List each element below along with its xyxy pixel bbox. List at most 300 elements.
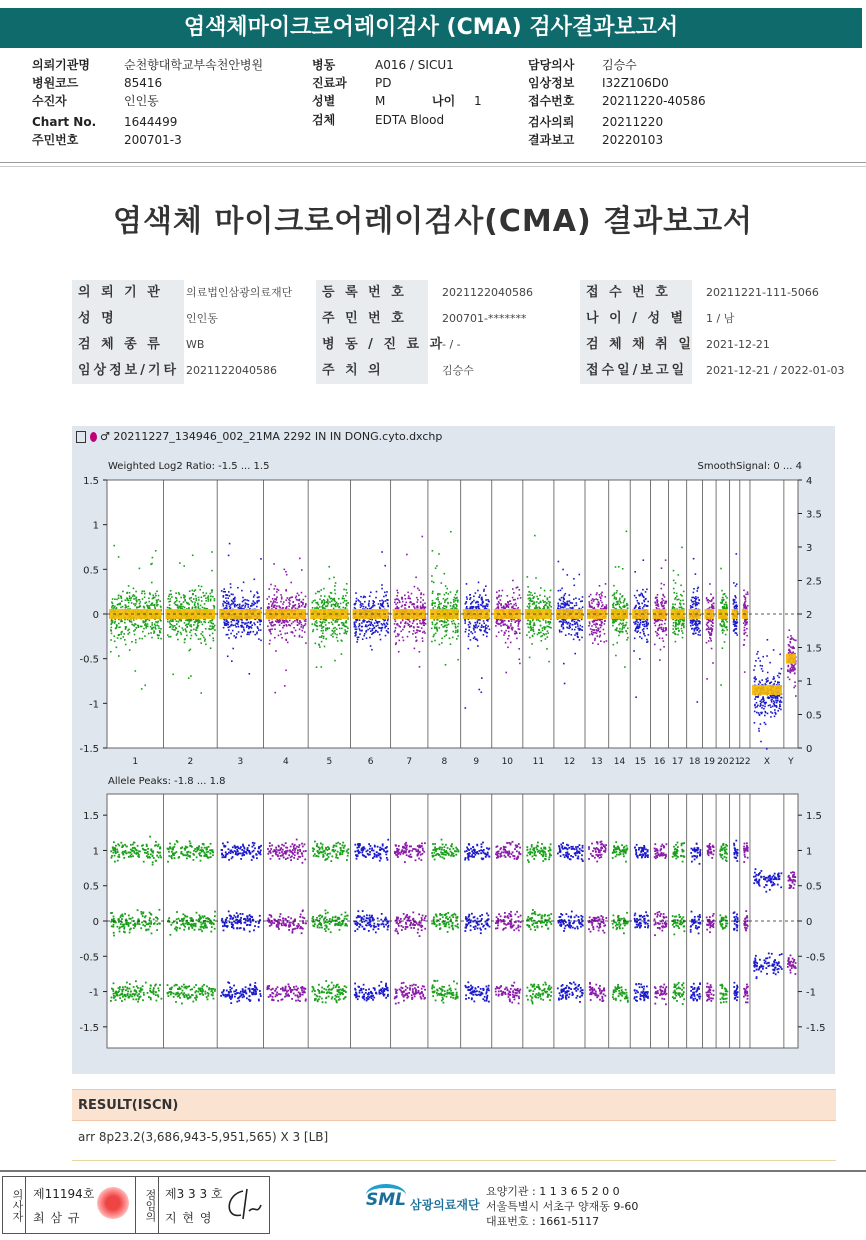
log2-ratio-point: [487, 599, 489, 601]
log2-ratio-point: [210, 600, 212, 602]
log2-ratio-point: [381, 627, 383, 629]
log2-ratio-point: [436, 622, 438, 624]
log2-ratio-point: [746, 621, 748, 623]
log2-ratio-point: [550, 590, 552, 592]
log2-ratio-point: [663, 640, 665, 642]
log2-ratio-point: [769, 704, 771, 706]
log2-ratio-point: [287, 621, 289, 623]
log2-ratio-point: [478, 607, 480, 609]
log2-ratio-point: [679, 607, 681, 609]
log2-ratio-point: [331, 598, 333, 600]
log2-ratio-point: [413, 630, 415, 632]
log2-ratio-point: [595, 626, 597, 628]
log2-ratio-point: [573, 578, 575, 580]
log2-ratio-point: [244, 599, 246, 601]
log2-ratio-point: [641, 593, 643, 595]
log2-ratio-point: [580, 601, 582, 603]
log2-ratio-point: [661, 583, 663, 585]
log2-ratio-point: [644, 626, 646, 628]
log2-ratio-point: [479, 596, 481, 598]
log2-ratio-point: [498, 596, 500, 598]
log2-ratio-point: [617, 601, 619, 603]
log2-ratio-point: [419, 666, 421, 668]
log2-ratio-point: [547, 599, 549, 601]
log2-ratio-point: [762, 697, 764, 699]
log2-ratio-point: [133, 588, 135, 590]
log2-ratio-point: [639, 636, 641, 638]
log2-ratio-point: [149, 607, 151, 609]
log2-ratio-point: [188, 604, 190, 606]
log2-ratio-point: [647, 601, 649, 603]
log2-ratio-point: [561, 626, 563, 628]
log2-ratio-point: [574, 621, 576, 623]
log2-ratio-point: [478, 582, 480, 584]
log2-ratio-point: [594, 638, 596, 640]
log2-ratio-point: [580, 629, 582, 631]
log2-ratio-point: [381, 600, 383, 602]
log2-ratio-point: [226, 600, 228, 602]
log2-ratio-point: [505, 606, 507, 608]
log2-ratio-point: [184, 639, 186, 641]
log2-ratio-point: [287, 642, 289, 644]
log2-ratio-point: [472, 601, 474, 603]
log2-ratio-point: [193, 624, 195, 626]
log2-ratio-point: [237, 587, 239, 589]
log2-ratio-point: [118, 603, 120, 605]
log2-ratio-point: [710, 627, 712, 629]
log2-ratio-point: [223, 595, 225, 597]
allele-peak-point: [111, 855, 113, 857]
log2-ratio-point: [331, 600, 333, 602]
log2-ratio-point: [602, 604, 604, 606]
log2-ratio-point: [144, 597, 146, 599]
log2-ratio-point: [573, 639, 575, 641]
log2-ratio-point: [339, 628, 341, 630]
log2-ratio-point: [180, 597, 182, 599]
log2-ratio-point: [346, 600, 348, 602]
log2-ratio-point: [627, 628, 629, 630]
log2-ratio-point: [333, 631, 335, 633]
log2-ratio-point: [626, 531, 628, 533]
log2-ratio-point: [600, 627, 602, 629]
allele-peak-point: [150, 853, 152, 855]
log2-ratio-point: [769, 683, 771, 685]
log2-ratio-point: [779, 701, 781, 703]
log2-ratio-point: [640, 632, 642, 634]
log2-ratio-point: [599, 594, 601, 596]
log2-ratio-point: [468, 636, 470, 638]
log2-ratio-point: [654, 622, 656, 624]
log2-ratio-point: [374, 631, 376, 633]
log2-ratio-point: [322, 605, 324, 607]
log2-ratio-point: [592, 621, 594, 623]
log2-ratio-point: [450, 605, 452, 607]
log2-ratio-point: [168, 636, 170, 638]
log2-ratio-point: [375, 597, 377, 599]
log2-ratio-point: [519, 659, 521, 661]
log2-ratio-point: [199, 621, 201, 623]
log2-ratio-point: [213, 626, 215, 628]
log2-ratio-point: [134, 623, 136, 625]
log2-ratio-point: [244, 606, 246, 608]
log2-ratio-point: [317, 591, 319, 593]
log2-ratio-point: [122, 636, 124, 638]
log2-ratio-point: [673, 570, 675, 572]
log2-ratio-point: [484, 607, 486, 609]
log2-ratio-point: [709, 607, 711, 609]
log2-ratio-point: [634, 638, 636, 640]
log2-ratio-point: [496, 636, 498, 638]
log2-ratio-point: [154, 631, 156, 633]
log2-ratio-point: [169, 607, 171, 609]
log2-ratio-point: [634, 608, 636, 610]
header-value: 20211220-40586: [602, 94, 706, 108]
log2-ratio-point: [697, 624, 699, 626]
log2-ratio-point: [173, 629, 175, 631]
log2-ratio-point: [114, 606, 116, 608]
log2-ratio-point: [694, 600, 696, 602]
log2-ratio-point: [347, 602, 349, 604]
log2-ratio-point: [384, 565, 386, 567]
log2-ratio-point: [574, 623, 576, 625]
log2-ratio-point: [735, 621, 737, 623]
log2-ratio-point: [577, 623, 579, 625]
log2-ratio-point: [373, 625, 375, 627]
log2-ratio-point: [244, 622, 246, 624]
log2-ratio-point: [743, 595, 745, 597]
log2-ratio-point: [450, 602, 452, 604]
log2-ratio-point: [565, 621, 567, 623]
log2-ratio-point: [283, 625, 285, 627]
log2-ratio-point: [331, 634, 333, 636]
log2-ratio-point: [619, 628, 621, 630]
log2-ratio-point: [656, 601, 658, 603]
log2-ratio-point: [232, 648, 234, 650]
log2-ratio-point: [190, 619, 192, 621]
log2-ratio-point: [577, 625, 579, 627]
log2-ratio-point: [227, 621, 229, 623]
log2-ratio-point: [154, 623, 156, 625]
log2-ratio-point: [708, 631, 710, 633]
log2-ratio-point: [208, 628, 210, 630]
log2-ratio-point: [512, 597, 514, 599]
log2-ratio-point: [395, 627, 397, 629]
log2-ratio-point: [764, 715, 766, 717]
log2-ratio-point: [615, 604, 617, 606]
log2-ratio-point: [341, 640, 343, 642]
log2-ratio-point: [192, 555, 194, 557]
log2-ratio-point: [172, 620, 174, 622]
log2-ratio-point: [434, 640, 436, 642]
log2-ratio-point: [547, 626, 549, 628]
log2-ratio-point: [210, 599, 212, 601]
log2-ratio-point: [210, 595, 212, 597]
log2-ratio-point: [663, 627, 665, 629]
log2-ratio-point: [498, 601, 500, 603]
log2-ratio-point: [225, 597, 227, 599]
log2-ratio-point: [417, 626, 419, 628]
log2-ratio-point: [160, 638, 162, 640]
log2-ratio-point: [114, 641, 116, 643]
log2-ratio-point: [136, 601, 138, 603]
log2-ratio-point: [129, 649, 131, 651]
log2-ratio-point: [736, 634, 738, 636]
log2-ratio-point: [140, 601, 142, 603]
info-value: 1 / 남: [706, 312, 735, 325]
log2-ratio-point: [479, 623, 481, 625]
log2-ratio-point: [387, 603, 389, 605]
log2-ratio-point: [432, 623, 434, 625]
log2-ratio-point: [133, 603, 135, 605]
log2-ratio-point: [656, 599, 658, 601]
log2-ratio-point: [242, 631, 244, 633]
log2-ratio-point: [678, 574, 680, 576]
allele-peak-point: [138, 850, 140, 852]
log2-ratio-point: [179, 626, 181, 628]
log2-ratio-point: [457, 629, 459, 631]
log2-ratio-point: [416, 629, 418, 631]
log2-ratio-point: [119, 626, 121, 628]
log2-ratio-point: [431, 581, 433, 583]
log2-ratio-point: [565, 593, 567, 595]
log2-ratio-point: [191, 630, 193, 632]
log2-ratio-point: [250, 621, 252, 623]
log2-ratio-point: [224, 619, 226, 621]
log2-ratio-point: [274, 588, 276, 590]
log2-ratio-point: [495, 625, 497, 627]
log2-ratio-point: [477, 621, 479, 623]
log2-ratio-point: [644, 604, 646, 606]
log2-ratio-point: [757, 705, 759, 707]
log2-ratio-point: [537, 634, 539, 636]
log2-ratio-point: [761, 707, 763, 709]
log2-ratio-point: [226, 620, 228, 622]
log2-ratio-point: [746, 635, 748, 637]
log2-ratio-point: [324, 646, 326, 648]
header-value: EDTA Blood: [375, 113, 445, 127]
log2-ratio-point: [695, 624, 697, 626]
log2-ratio-point: [372, 628, 374, 630]
log2-ratio-point: [590, 628, 592, 630]
log2-ratio-point: [169, 623, 171, 625]
log2-ratio-point: [180, 606, 182, 608]
log2-ratio-point: [276, 605, 278, 607]
log2-ratio-point: [334, 630, 336, 632]
log2-ratio-point: [120, 638, 122, 640]
log2-ratio-point: [329, 578, 331, 580]
log2-ratio-point: [661, 567, 663, 569]
log2-ratio-point: [387, 620, 389, 622]
log2-ratio-point: [634, 623, 636, 625]
log2-ratio-point: [408, 619, 410, 621]
log2-ratio-point: [419, 630, 421, 632]
log2-ratio-point: [484, 606, 486, 608]
log2-ratio-point: [762, 670, 764, 672]
log2-ratio-point: [118, 597, 120, 599]
log2-ratio-point: [446, 622, 448, 624]
log2-ratio-point: [698, 628, 700, 630]
log2-ratio-point: [563, 628, 565, 630]
log2-ratio-point: [384, 627, 386, 629]
log2-ratio-point: [681, 624, 683, 626]
log2-ratio-point: [297, 624, 299, 626]
log2-ratio-point: [321, 666, 323, 668]
allele-peak-point: [143, 861, 145, 863]
log2-ratio-point: [787, 671, 789, 673]
log2-ratio-point: [325, 638, 327, 640]
log2-ratio-point: [664, 603, 666, 605]
log2-ratio-point: [316, 625, 318, 627]
log2-ratio-point: [644, 624, 646, 626]
log2-ratio-point: [417, 605, 419, 607]
log2-ratio-point: [625, 630, 627, 632]
log2-ratio-point: [642, 621, 644, 623]
log2-ratio-point: [240, 625, 242, 627]
log2-ratio-point: [238, 626, 240, 628]
log2-ratio-point: [354, 604, 356, 606]
log2-ratio-point: [768, 696, 770, 698]
log2-ratio-point: [691, 597, 693, 599]
log2-ratio-point: [456, 638, 458, 640]
log2-ratio-point: [152, 602, 154, 604]
log2-ratio-point: [293, 621, 295, 623]
log2-ratio-point: [157, 635, 159, 637]
log2-ratio-point: [305, 623, 307, 625]
log2-ratio-point: [400, 626, 402, 628]
log2-ratio-point: [539, 595, 541, 597]
log2-ratio-point: [232, 594, 234, 596]
log2-ratio-point: [613, 594, 615, 596]
log2-ratio-point: [624, 627, 626, 629]
log2-ratio-point: [626, 639, 628, 641]
log2-ratio-point: [241, 605, 243, 607]
log2-ratio-point: [397, 635, 399, 637]
log2-ratio-point: [334, 605, 336, 607]
log2-ratio-point: [183, 594, 185, 596]
log2-ratio-point: [506, 604, 508, 606]
header-key: 병동: [312, 58, 336, 72]
log2-ratio-point: [141, 593, 143, 595]
log2-ratio-point: [142, 631, 144, 633]
log2-ratio-point: [284, 620, 286, 622]
log2-ratio-point: [547, 632, 549, 634]
log2-ratio-point: [597, 599, 599, 601]
smooth-signal-band: [752, 685, 782, 695]
log2-ratio-point: [304, 625, 306, 627]
log2-ratio-point: [469, 599, 471, 601]
log2-ratio-point: [155, 593, 157, 595]
log2-ratio-point: [387, 628, 389, 630]
log2-ratio-point: [359, 633, 361, 635]
log2-ratio-point: [172, 628, 174, 630]
log2-ratio-point: [355, 634, 357, 636]
log2-ratio-point: [549, 596, 551, 598]
log2-ratio-point: [654, 602, 656, 604]
log2-ratio-point: [571, 629, 573, 631]
log2-ratio-point: [564, 595, 566, 597]
log2-ratio-point: [622, 627, 624, 629]
log2-ratio-point: [500, 599, 502, 601]
log2-ratio-point: [152, 557, 154, 559]
log2-ratio-point: [194, 602, 196, 604]
log2-ratio-point: [758, 728, 760, 730]
log2-ratio-point: [366, 637, 368, 639]
log2-ratio-point: [682, 637, 684, 639]
log2-ratio-point: [268, 620, 270, 622]
log2-ratio-point: [545, 604, 547, 606]
log2-ratio-point: [118, 655, 120, 657]
log2-ratio-point: [723, 622, 725, 624]
log2-ratio-point: [576, 602, 578, 604]
log2-ratio-point: [387, 631, 389, 633]
header-key: 결과보고: [528, 133, 575, 147]
log2-ratio-point: [442, 621, 444, 623]
log2-ratio-point: [345, 626, 347, 628]
log2-ratio-point: [372, 606, 374, 608]
log2-ratio-point: [304, 606, 306, 608]
log2-ratio-point: [594, 632, 596, 634]
log2-ratio-point: [758, 730, 760, 732]
log2-ratio-point: [151, 622, 153, 624]
log2-ratio-point: [733, 629, 735, 631]
log2-ratio-point: [754, 681, 756, 683]
log2-ratio-point: [378, 621, 380, 623]
log2-ratio-point: [613, 585, 615, 587]
log2-ratio-point: [274, 628, 276, 630]
log2-ratio-point: [775, 713, 777, 715]
log2-ratio-point: [532, 629, 534, 631]
log2-ratio-point: [634, 595, 636, 597]
log2-ratio-point: [540, 625, 542, 627]
log2-ratio-point: [331, 622, 333, 624]
log2-ratio-point: [591, 633, 593, 635]
log2-ratio-point: [226, 605, 228, 607]
log2-ratio-point: [758, 696, 760, 698]
log2-ratio-point: [532, 603, 534, 605]
log2-ratio-point: [226, 603, 228, 605]
log2-ratio-point: [142, 620, 144, 622]
log2-ratio-point: [507, 638, 509, 640]
log2-ratio-point: [287, 597, 289, 599]
log2-ratio-point: [478, 604, 480, 606]
log2-ratio-point: [376, 591, 378, 593]
log2-ratio-point: [286, 639, 288, 641]
log2-ratio-point: [468, 633, 470, 635]
log2-ratio-point: [659, 624, 661, 626]
log2-ratio-point: [773, 700, 775, 702]
log2-ratio-point: [487, 632, 489, 634]
log2-ratio-point: [762, 705, 764, 707]
log2-ratio-point: [767, 680, 769, 682]
log2-ratio-point: [133, 598, 135, 600]
log2-ratio-point: [683, 625, 685, 627]
log2-ratio-point: [167, 634, 169, 636]
log2-ratio-point: [268, 596, 270, 598]
log2-ratio-point: [527, 586, 529, 588]
log2-ratio-point: [530, 626, 532, 628]
log2-ratio-point: [723, 624, 725, 626]
log2-ratio-point: [409, 602, 411, 604]
log2-ratio-point: [355, 592, 357, 594]
log2-ratio-point: [498, 595, 500, 597]
log2-ratio-point: [321, 625, 323, 627]
log2-ratio-point: [448, 624, 450, 626]
log2-ratio-point: [508, 635, 510, 637]
log2-ratio-point: [747, 593, 749, 595]
log2-ratio-point: [158, 599, 160, 601]
log2-ratio-point: [111, 633, 113, 635]
log2-ratio-point: [135, 603, 137, 605]
